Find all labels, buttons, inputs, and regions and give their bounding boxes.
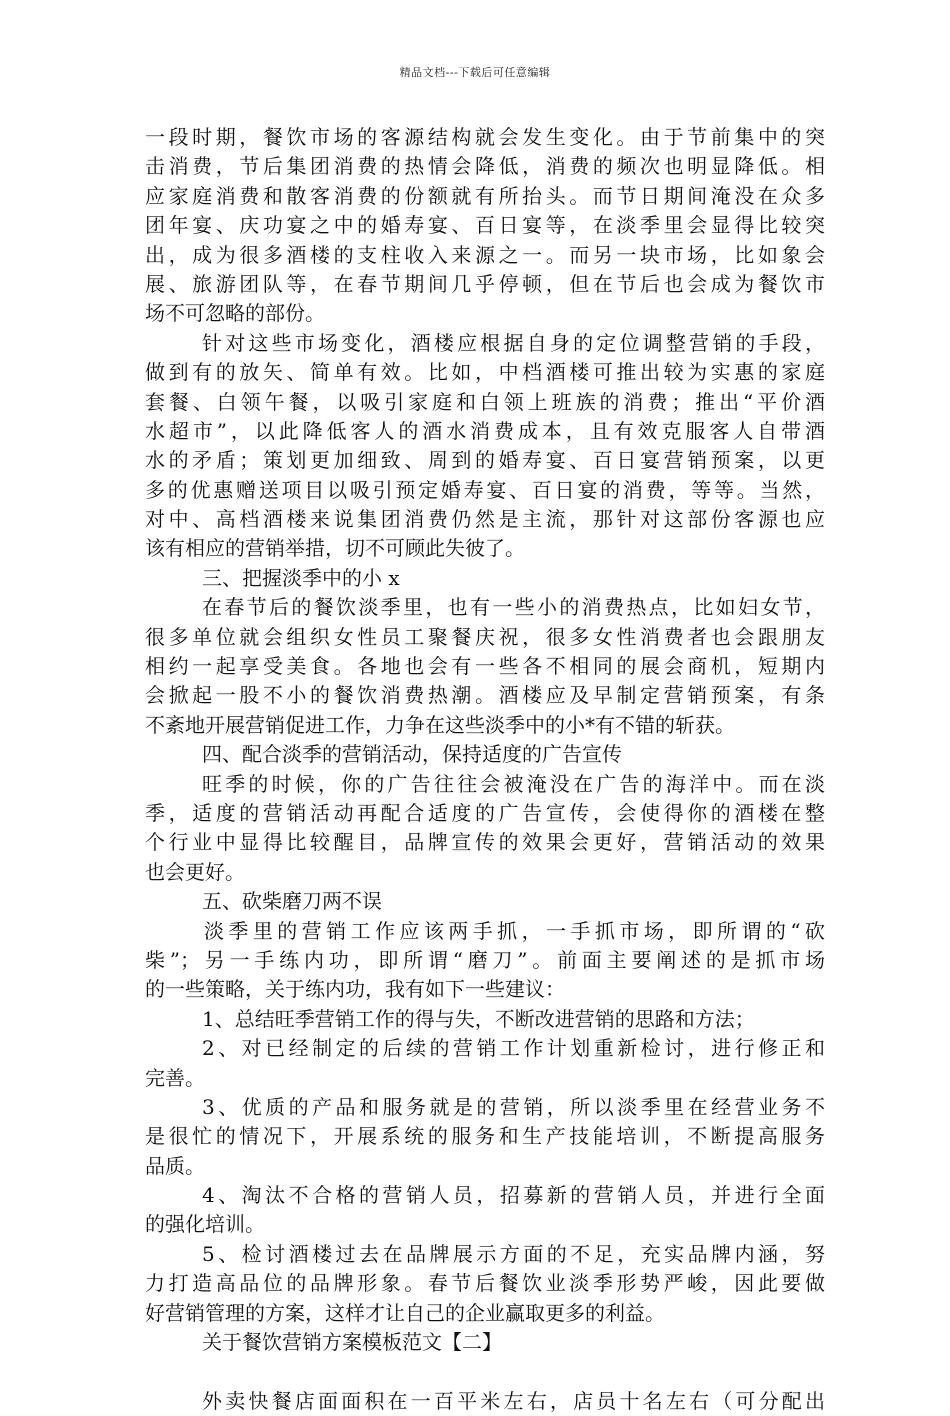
text-line: 击消费，节后集团消费的热情会降低，消费的频次也明显降低。相 [145,154,825,179]
text-line: 品质。 [145,1153,205,1178]
text-line: 的强化培训。 [145,1212,265,1237]
section-heading: 四、配合淡季的营销活动，保持适度的广告宣传 [202,742,622,767]
text-line: 出，成为很多酒楼的支柱收入来源之一。而另一块市场，比如象会 [145,242,825,267]
blank-line [145,1357,825,1386]
text-line: 做到有的放矢、简单有效。比如，中档酒楼可推出较为实惠的家庭 [145,360,825,385]
text-line: 展、旅游团队等，在春节期间几乎停顿，但在节后也会成为餐饮市 [145,271,825,296]
list-item: 4、淘汰不合格的营销人员，招募新的营销人员，并进行全面 [202,1183,825,1208]
text-line: 的一些策略，关于练内功，我有如下一些建议： [145,977,565,1002]
text-line: 也会更好。 [145,859,245,884]
text-line: 对中、高档酒楼来说集团消费仍然是主流，那针对这部份客源也应 [145,507,825,532]
text-line: 柴”；另一手练内功，即所谓“磨刀”。前面主要阐述的是抓市场 [145,947,825,972]
paragraph-first-line: 针对这些市场变化，酒楼应根据自身的定位调整营销的手段， [202,330,825,355]
list-item: 2、对已经制定的后续的营销工作计划重新检讨，进行修正和 [202,1036,825,1061]
text-line: 个行业中显得比较醒目，品牌宣传的效果会更好，营销活动的效果 [145,830,825,855]
text-line: 该有相应的营销举措，切不可顾此失彼了。 [145,536,525,561]
list-item: 3、优质的产品和服务就是的营销，所以淡季里在经营业务不 [202,1094,825,1119]
section-heading: 关于餐饮营销方案模板范文【二】 [202,1330,502,1355]
text-line: 水的矛盾；策划更加细致、周到的婚寿宴、百日宴营销预案，以更 [145,448,825,473]
page-header-watermark: 精品文档---下载后可任意编辑 [399,66,551,79]
paragraph-first-line: 淡季里的营销工作应该两手抓，一手抓市场，即所谓的“砍 [204,918,825,943]
paragraph-first-line: 外卖快餐店面面积在一百平米左右，店员十名左右（可分配出 [202,1388,825,1413]
text-line: 会掀起一股不小的餐饮消费热潮。酒楼应及早制定营销预案，有条 [145,683,825,708]
section-heading: 三、把握淡季中的小 x [202,565,400,590]
text-line: 应家庭消费和散客消费的份额就有所抬头。而节日期间淹没在众多 [145,183,825,208]
section-heading: 五、砍柴磨刀两不误 [202,889,382,914]
text-line: 季，适度的营销活动再配合适度的广告宣传，会使得你的酒楼在整 [145,800,825,825]
text-line: 不紊地开展营销促进工作，力争在这些淡季中的小*有不错的斩获。 [145,712,735,737]
text-line: 多的优惠赠送项目以吸引预定婚寿宴、百日宴的消费，等等。当然， [145,477,825,502]
text-line: 团年宴、庆功宴之中的婚寿宴、百日宴等，在淡季里会显得比较突 [145,213,825,238]
document-body [145,123,825,1416]
text-line: 是很忙的情况下，开展系统的服务和生产技能培训，不断提高服务 [145,1124,825,1149]
text-line: 套餐、白领午餐，以吸引家庭和白领上班族的消费；推出“平价酒 [145,389,825,414]
text-line: 场不可忽略的部份。 [145,301,325,326]
text-line: 相约一起享受美食。各地也会有一些各不相同的展会商机，短期内 [145,654,825,679]
text-line: 水超市”，以此降低客人的酒水消费成本，且有效克服客人自带酒 [145,418,825,443]
list-item: 1、总结旺季营销工作的得与失，不断改进营销的思路和方法； [202,1006,755,1031]
text-line: 很多单位就会组织女性员工聚餐庆祝，很多女性消费者也会跟朋友 [145,624,825,649]
paragraph-first-line: 旺季的时候，你的广告往往会被淹没在广告的海洋中。而在淡 [202,771,825,796]
text-line: 好营销管理的方案，这样才让自己的企业赢取更多的利益。 [145,1300,665,1325]
paragraph-first-line: 在春节后的餐饮淡季里，也有一些小的消费热点，比如妇女节， [202,595,825,620]
text-line: 力打造高品位的品牌形象。春节后餐饮业淡季形势严峻，因此要做 [145,1271,825,1296]
text-line: 完善。 [145,1065,205,1090]
text-line: 一段时期，餐饮市场的客源结构就会发生变化。由于节前集中的突 [145,125,825,149]
list-item: 5、检讨酒楼过去在品牌展示方面的不足，充实品牌内涵，努 [202,1241,825,1266]
